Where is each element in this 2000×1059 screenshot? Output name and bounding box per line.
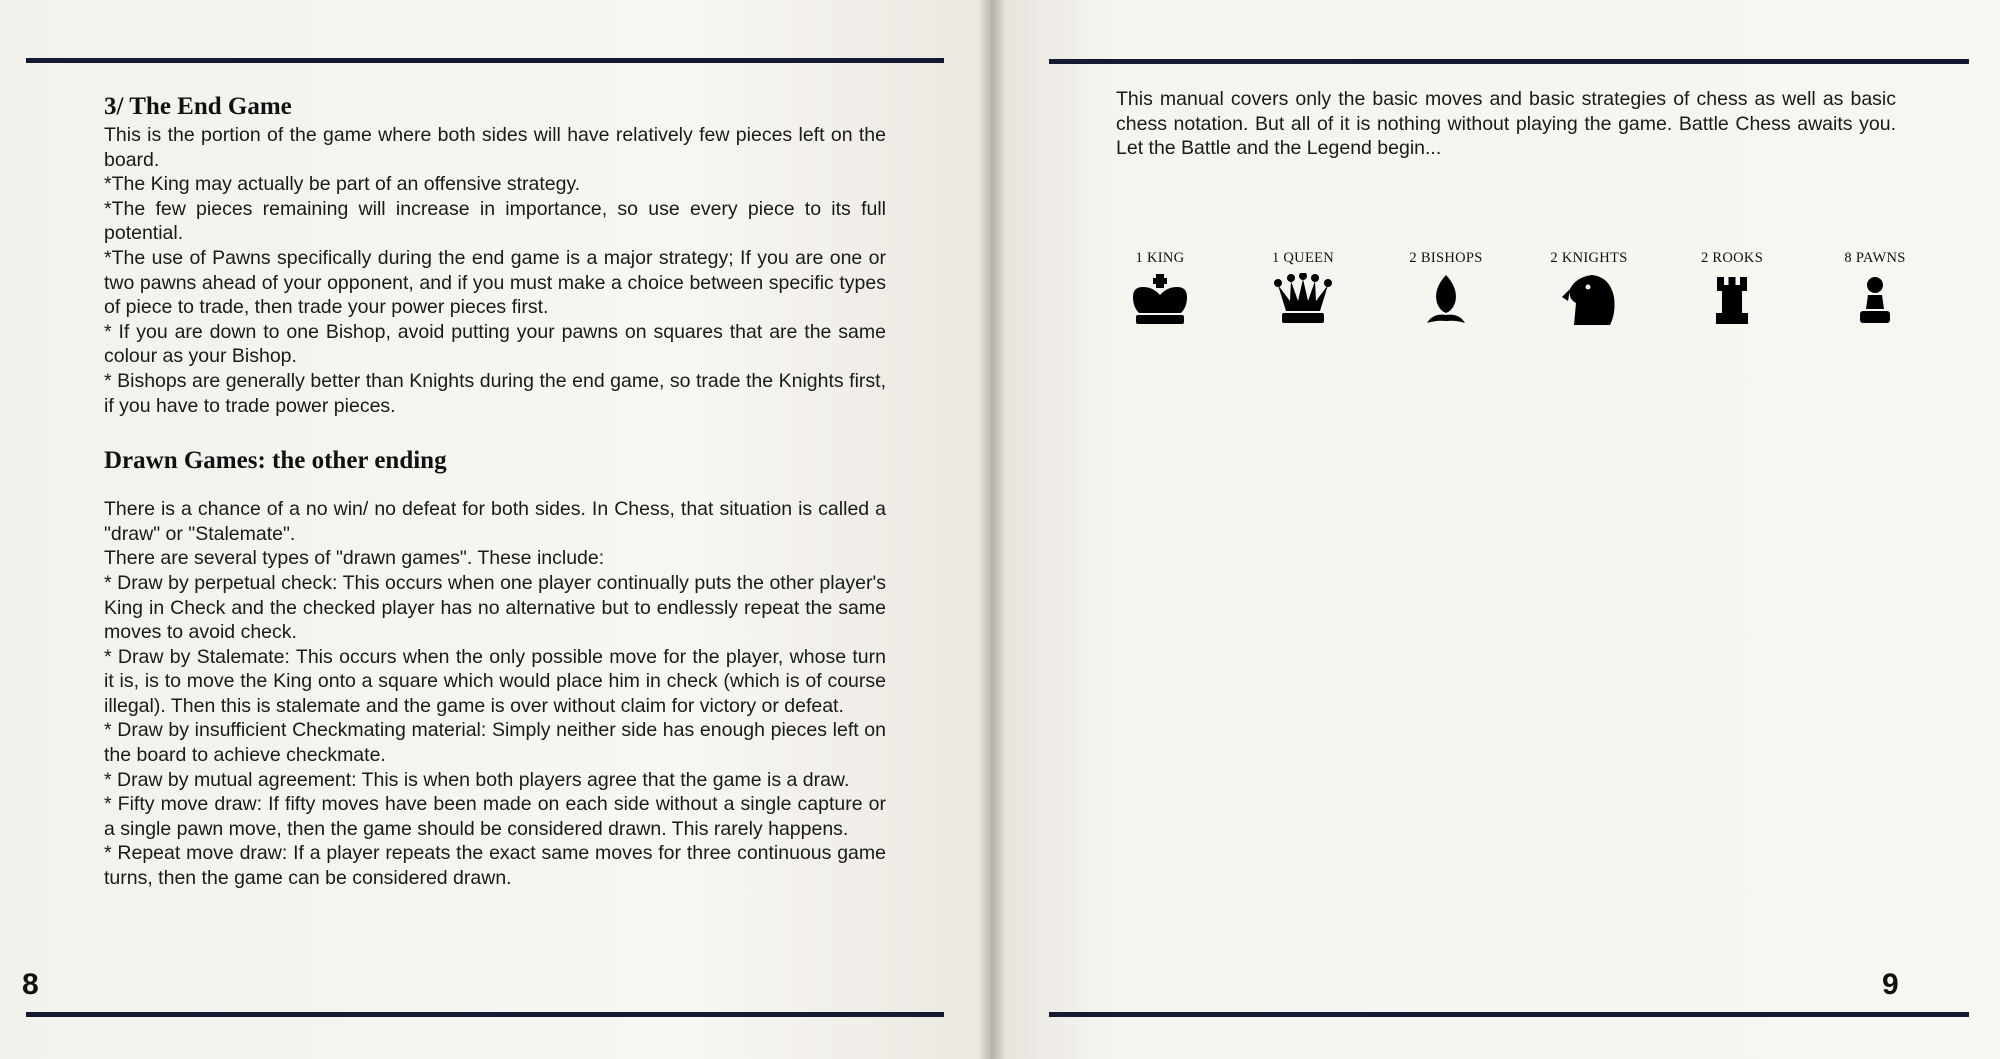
intro-text: This manual covers only the basic moves and basic strategies of chess as well as basic chess notation. But all of it is nothing without playing the game. Battle Chess awaits you. Let the Battle and the Legend begin... xyxy=(1116,88,1896,160)
piece-bishops xyxy=(1386,250,1506,327)
end-game-paragraph: *The use of Pawns specifically during the end game is a major strategy; If you are one or two pawns ahead of your opponent, and if you must make a choice between specific types of piece to trade, then trade your power pieces first. xyxy=(104,246,886,319)
piece-label: 1 KING xyxy=(1135,250,1185,266)
drawn-games-paragraph: * Draw by mutual agreement: This is when both players agree that the game is a draw. xyxy=(104,768,850,791)
piece-label: 2 KNIGHTS xyxy=(1550,250,1628,266)
bottom-rule-right xyxy=(1049,1012,1969,1017)
queen-icon xyxy=(1268,273,1338,327)
book-gutter xyxy=(978,0,1006,1059)
piece-pawns xyxy=(1815,250,1935,327)
piece-king xyxy=(1100,250,1220,327)
piece-queen xyxy=(1243,250,1363,327)
end-game-paragraph: This is the portion of the game where both sides will have relatively few pieces left on the board. xyxy=(104,124,886,171)
pawn-icon xyxy=(1840,273,1910,327)
top-rule-left xyxy=(26,58,944,63)
piece-label: 1 QUEEN xyxy=(1271,250,1335,266)
drawn-games-paragraph: * Repeat move draw: If a player repeats the exact same moves for three continuous game turns, then the game can be considered drawn. xyxy=(104,842,886,890)
drawn-games-paragraph: * Draw by perpetual check: This occurs when one player continually puts the other player's King in Check and the checked player has no alternative but to endlessly repeat the same moves to avoid check. xyxy=(104,571,886,644)
end-game-paragraph: *The King may actually be part of an offensive strategy. xyxy=(104,173,581,196)
knight-icon xyxy=(1554,273,1624,327)
page-number-left: 8 xyxy=(22,968,39,1001)
drawn-games-paragraph: * Fifty move draw: If fifty moves have been made on each side without a single capture or a single pawn move, then the game should be considered drawn. This rarely happens. xyxy=(104,793,886,840)
drawn-games-heading: Drawn Games: the other ending xyxy=(104,447,447,475)
top-rule-right xyxy=(1049,59,1969,64)
bishop-icon xyxy=(1411,273,1481,327)
left-page xyxy=(0,0,990,1059)
end-game-paragraph: * If you are down to one Bishop, avoid putting your pawns on squares that are the same colour as your Bishop. xyxy=(104,320,886,368)
piece-label: 8 PAWNS xyxy=(1844,250,1906,266)
king-icon xyxy=(1125,273,1195,327)
left-page-content xyxy=(104,92,886,891)
chess-pieces-row xyxy=(1100,250,1920,350)
end-game-heading: 3/ The End Game xyxy=(104,93,292,120)
page-number-right: 9 xyxy=(1882,968,1899,1001)
end-game-paragraph: * Bishops are generally better than Knights during the end game, so trade the Knights first, if you have to trade power pieces. xyxy=(104,369,886,417)
drawn-games-paragraph: There is a chance of a no win/ no defeat for both sides. In Chess, that situation is called a "draw" or "Stalemate". xyxy=(104,498,886,545)
rook-icon xyxy=(1697,273,1767,327)
bottom-rule-left xyxy=(26,1012,944,1017)
drawn-games-paragraph: There are several types of "drawn games". These include: xyxy=(104,547,605,570)
piece-rooks xyxy=(1672,250,1792,327)
piece-knights xyxy=(1529,250,1649,327)
drawn-games-paragraph: * Draw by insufficient Checkmating material: Simply neither side has enough pieces left on the board to achieve checkmate. xyxy=(104,719,886,767)
end-game-paragraph: *The few pieces remaining will increase in importance, so use every piece to its full potential. xyxy=(104,197,886,245)
piece-label: 2 BISHOPS xyxy=(1409,250,1483,266)
drawn-games-paragraph: * Draw by Stalemate: This occurs when the only possible move for the player, whose turn it is, is to move the King onto a square which would place him in check (which is of course illegal). Then this is stalemate and the game is over without claim for victory or defeat. xyxy=(104,645,886,717)
piece-label: 2 ROOKS xyxy=(1700,250,1764,266)
